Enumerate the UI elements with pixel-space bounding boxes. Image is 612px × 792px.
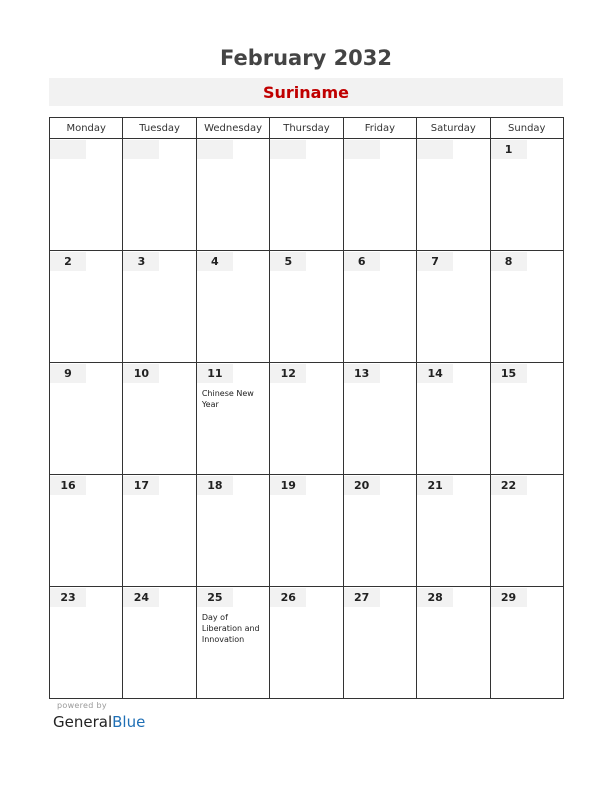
weekday-thursday: Thursday bbox=[270, 118, 343, 139]
day-cell[interactable] bbox=[50, 475, 123, 587]
day-cell[interactable] bbox=[270, 475, 343, 587]
day-number: 6 bbox=[344, 252, 380, 271]
day-number: 20 bbox=[344, 476, 380, 495]
day-number: 14 bbox=[417, 364, 453, 383]
day-number: 7 bbox=[417, 252, 453, 271]
calendar-title: February 2032 bbox=[219, 46, 393, 70]
day-number: 24 bbox=[123, 588, 159, 607]
day-number: 18 bbox=[197, 476, 233, 495]
calendar-body bbox=[50, 139, 564, 699]
day-number: 25 bbox=[197, 588, 233, 607]
day-number bbox=[123, 140, 159, 159]
day-cell[interactable] bbox=[417, 587, 490, 699]
day-number: 29 bbox=[491, 588, 527, 607]
day-cell[interactable] bbox=[343, 139, 416, 251]
day-number: 19 bbox=[270, 476, 306, 495]
weekday-tuesday: Tuesday bbox=[123, 118, 196, 139]
weekday-friday: Friday bbox=[343, 118, 416, 139]
weekday-wednesday: Wednesday bbox=[196, 118, 269, 139]
day-number: 3 bbox=[123, 252, 159, 271]
day-cell[interactable] bbox=[343, 587, 416, 699]
week-row bbox=[50, 587, 564, 699]
day-cell[interactable] bbox=[196, 251, 269, 363]
day-cell[interactable] bbox=[50, 139, 123, 251]
holiday-label: Day of Liberation and Innovation bbox=[201, 613, 260, 644]
week-row bbox=[50, 475, 564, 587]
day-number: 26 bbox=[270, 588, 306, 607]
day-number bbox=[344, 140, 380, 159]
week-row bbox=[50, 363, 564, 475]
weekday-sunday: Sunday bbox=[490, 118, 563, 139]
weekday-header-row bbox=[50, 118, 564, 139]
weekday-saturday: Saturday bbox=[417, 118, 490, 139]
day-cell[interactable] bbox=[196, 363, 269, 475]
day-cell[interactable] bbox=[270, 139, 343, 251]
holiday-label: Chinese New Year bbox=[201, 389, 254, 409]
day-number bbox=[197, 140, 233, 159]
day-number: 11 bbox=[197, 364, 233, 383]
day-cell[interactable] bbox=[270, 251, 343, 363]
day-cell[interactable] bbox=[490, 475, 563, 587]
day-cell[interactable] bbox=[196, 587, 269, 699]
week-row bbox=[50, 139, 564, 251]
day-cell[interactable] bbox=[123, 587, 196, 699]
day-cell[interactable] bbox=[123, 139, 196, 251]
calendar-grid bbox=[49, 117, 564, 699]
day-cell[interactable] bbox=[343, 363, 416, 475]
day-number: 28 bbox=[417, 588, 453, 607]
day-cell[interactable] bbox=[417, 139, 490, 251]
day-number bbox=[50, 140, 86, 159]
country-name: Suriname bbox=[263, 83, 349, 102]
day-number: 12 bbox=[270, 364, 306, 383]
weekday-monday: Monday bbox=[50, 118, 123, 139]
logo-general-text: General bbox=[53, 713, 113, 731]
country-banner bbox=[49, 78, 563, 106]
day-cell[interactable] bbox=[123, 475, 196, 587]
day-number: 23 bbox=[50, 588, 86, 607]
day-cell[interactable] bbox=[417, 363, 490, 475]
day-number: 10 bbox=[123, 364, 159, 383]
day-cell[interactable] bbox=[270, 363, 343, 475]
day-number: 1 bbox=[491, 140, 527, 159]
day-number bbox=[417, 140, 453, 159]
day-cell[interactable] bbox=[417, 251, 490, 363]
day-cell[interactable] bbox=[490, 139, 563, 251]
day-number: 13 bbox=[344, 364, 380, 383]
day-cell[interactable] bbox=[343, 475, 416, 587]
day-cell[interactable] bbox=[343, 251, 416, 363]
day-cell[interactable] bbox=[196, 139, 269, 251]
logo-blue-text: Blue bbox=[112, 713, 146, 731]
day-cell[interactable] bbox=[196, 475, 269, 587]
day-number: 5 bbox=[270, 252, 306, 271]
day-cell[interactable] bbox=[50, 251, 123, 363]
day-cell[interactable] bbox=[490, 251, 563, 363]
day-number: 22 bbox=[491, 476, 527, 495]
day-cell[interactable] bbox=[50, 587, 123, 699]
day-number: 15 bbox=[491, 364, 527, 383]
day-cell[interactable] bbox=[270, 587, 343, 699]
day-number: 8 bbox=[491, 252, 527, 271]
day-number: 16 bbox=[50, 476, 86, 495]
week-row bbox=[50, 251, 564, 363]
day-cell[interactable] bbox=[490, 363, 563, 475]
day-number: 27 bbox=[344, 588, 380, 607]
day-cell[interactable] bbox=[123, 251, 196, 363]
day-number: 21 bbox=[417, 476, 453, 495]
powered-by-text: powered by bbox=[57, 701, 107, 710]
day-cell[interactable] bbox=[123, 363, 196, 475]
day-number bbox=[270, 140, 306, 159]
generalblue-logo[interactable] bbox=[53, 713, 145, 731]
day-number: 4 bbox=[197, 252, 233, 271]
day-cell[interactable] bbox=[490, 587, 563, 699]
day-number: 17 bbox=[123, 476, 159, 495]
day-cell[interactable] bbox=[50, 363, 123, 475]
day-number: 9 bbox=[50, 364, 86, 383]
day-number: 2 bbox=[50, 252, 86, 271]
day-cell[interactable] bbox=[417, 475, 490, 587]
